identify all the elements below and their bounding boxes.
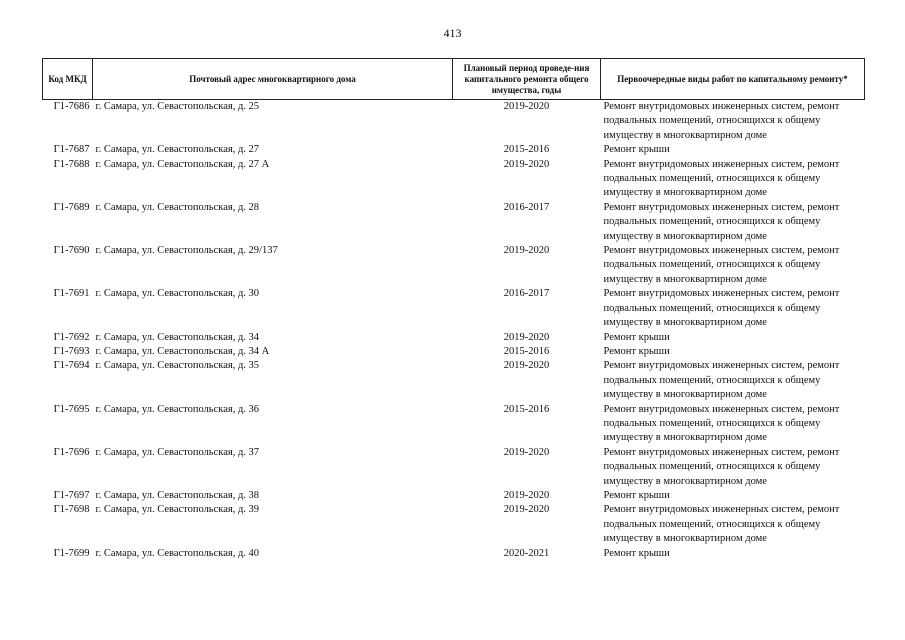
table-row	[43, 287, 865, 330]
cell-works: Ремонт крыши	[603, 345, 670, 357]
header-period: Плановый период проведе-ния капитального ремонта общего имущества, годы	[453, 59, 601, 100]
cell-works: Ремонт внутридомовых инженерных систем, ремонт подвальных помещений, относящихся к общему имуществу в многоквартирном доме	[603, 288, 840, 329]
table-row	[43, 143, 865, 157]
header-address: Почтовый адрес многоквартирного дома	[93, 59, 453, 100]
cell-period: 2019-2020	[503, 331, 550, 343]
cell-address: г. Самара, ул. Севастопольская, д. 36	[95, 403, 260, 415]
table-row	[43, 359, 865, 402]
cell-address: г. Самара, ул. Севастопольская, д. 40	[95, 547, 260, 559]
cell-address: г. Самара, ул. Севастопольская, д. 38	[95, 489, 260, 501]
cell-period: 2020-2021	[503, 547, 550, 559]
cell-works: Ремонт крыши	[603, 331, 670, 343]
cell-code: Г1-7687	[53, 144, 90, 156]
cell-code: Г1-7694	[53, 360, 90, 372]
cell-works: Ремонт крыши	[603, 547, 670, 559]
cell-code: Г1-7693	[53, 345, 90, 357]
cell-address: г. Самара, ул. Севастопольская, д. 39	[95, 504, 260, 516]
cell-works: Ремонт внутридомовых инженерных систем, ремонт подвальных помещений, относящихся к общему имуществу в многоквартирном доме	[603, 101, 840, 141]
cell-code: Г1-7690	[53, 245, 90, 257]
page-number: 413	[443, 26, 462, 40]
table-row	[43, 158, 865, 201]
cell-address: г. Самара, ул. Севастопольская, д. 25	[95, 101, 260, 112]
table-row	[43, 503, 865, 546]
table-row	[43, 244, 865, 287]
cell-works: Ремонт внутридомовых инженерных систем, ремонт подвальных помещений, относящихся к общему имуществу в многоквартирном доме	[603, 403, 840, 444]
cell-period: 2019-2020	[503, 446, 550, 458]
cell-period: 2019-2020	[503, 158, 550, 170]
cell-period: 2016-2017	[503, 288, 550, 300]
cell-code: Г1-7697	[53, 489, 90, 501]
cell-works: Ремонт внутридомовых инженерных систем, ремонт подвальных помещений, относящихся к общему имуществу в многоквартирном доме	[603, 245, 840, 285]
cell-address: г. Самара, ул. Севастопольская, д. 34	[95, 331, 260, 343]
cell-period: 2016-2017	[503, 201, 550, 213]
cell-address: г. Самара, ул. Севастопольская, д. 27	[95, 144, 260, 156]
cell-period: 2015-2016	[503, 144, 550, 156]
table-row	[43, 547, 865, 561]
cell-works: Ремонт внутридомовых инженерных систем, ремонт подвальных помещений, относящихся к общему имуществу в многоквартирном доме	[603, 360, 840, 401]
cell-address: г. Самара, ул. Севастопольская, д. 34 А	[95, 345, 270, 357]
table-row	[43, 403, 865, 446]
cell-period: 2015-2016	[503, 403, 550, 415]
cell-period: 2019-2020	[503, 101, 550, 112]
table-row	[43, 100, 865, 144]
cell-address: г. Самара, ул. Севастопольская, д. 29/137	[95, 245, 278, 257]
cell-code: Г1-7692	[53, 331, 90, 343]
table-row	[43, 446, 865, 489]
cell-period: 2015-2016	[503, 345, 550, 357]
cell-code: Г1-7696	[53, 446, 90, 458]
cell-works: Ремонт внутридомовых инженерных систем, ремонт подвальных помещений, относящихся к общему имуществу в многоквартирном доме	[603, 158, 840, 199]
cell-address: г. Самара, ул. Севастопольская, д. 27 А	[95, 158, 270, 170]
cell-works: Ремонт внутридомовых инженерных систем, ремонт подвальных помещений, относящихся к общему имуществу в многоквартирном доме	[603, 446, 840, 487]
cell-works: Ремонт внутридомовых инженерных систем, ремонт подвальных помещений, относящихся к общему имуществу в многоквартирном доме	[603, 504, 840, 545]
cell-code: Г1-7698	[53, 504, 90, 516]
cell-address: г. Самара, ул. Севастопольская, д. 30	[95, 288, 260, 300]
table-row	[43, 201, 865, 244]
cell-period: 2019-2020	[503, 504, 550, 516]
cell-code: Г1-7686	[53, 101, 90, 112]
cell-works: Ремонт крыши	[603, 144, 670, 156]
table-row	[43, 331, 865, 345]
cell-code: Г1-7695	[53, 403, 90, 415]
cell-period: 2019-2020	[503, 360, 550, 372]
capital-repair-table	[42, 58, 865, 561]
table-row	[43, 345, 865, 359]
table-header-row	[43, 59, 865, 100]
cell-works: Ремонт крыши	[603, 489, 670, 501]
cell-address: г. Самара, ул. Севастопольская, д. 28	[95, 201, 260, 213]
cell-address: г. Самара, ул. Севастопольская, д. 37	[95, 446, 260, 458]
cell-address: г. Самара, ул. Севастопольская, д. 35	[95, 360, 260, 372]
cell-code: Г1-7691	[53, 288, 90, 300]
cell-period: 2019-2020	[503, 489, 550, 501]
header-works: Первоочередные виды работ по капитальному ремонту*	[601, 59, 865, 100]
cell-code: Г1-7688	[53, 158, 90, 170]
cell-code: Г1-7689	[53, 201, 90, 213]
header-code: Код МКД	[43, 59, 93, 100]
table-row	[43, 489, 865, 503]
cell-period: 2019-2020	[503, 245, 550, 257]
cell-works: Ремонт внутридомовых инженерных систем, ремонт подвальных помещений, относящихся к общему имуществу в многоквартирном доме	[603, 201, 840, 242]
cell-code: Г1-7699	[53, 547, 90, 559]
table-body	[43, 100, 865, 562]
